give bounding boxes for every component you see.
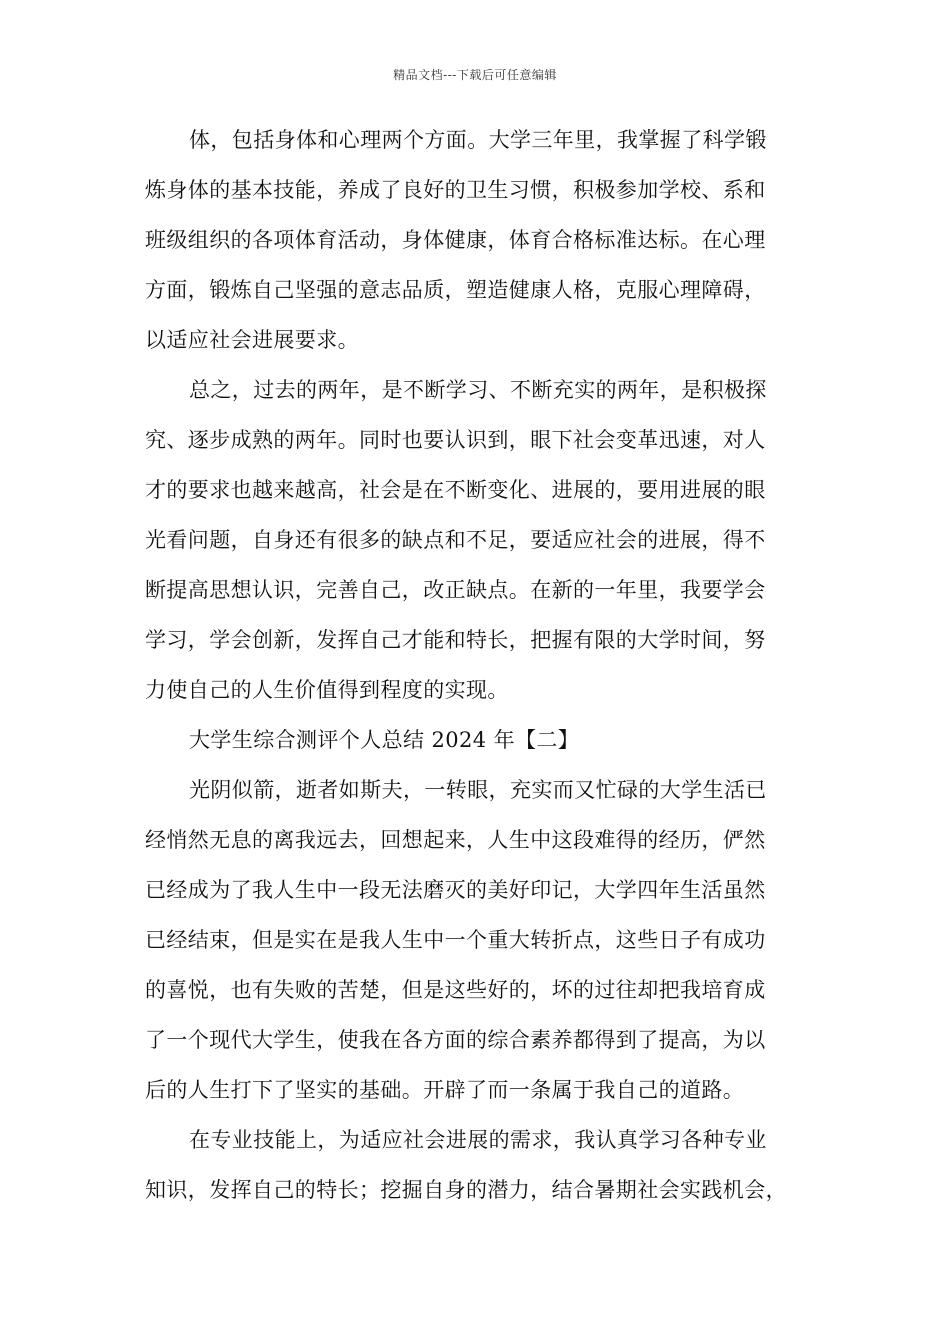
text-line: 光看问题，自身还有很多的缺点和不足，要适应社会的进展，得不: [145, 528, 766, 552]
text-line: 的喜悦，也有失败的苦楚，但是这些好的，坏的过往却把我培育成: [145, 978, 766, 1002]
section-heading: 大学生综合测评个人总结 2024 年【二】: [189, 728, 580, 752]
page-header: 精品文档---下载后可任意编辑: [393, 68, 557, 82]
text-line: 体，包括身体和心理两个方面。大学三年里，我掌握了科学锻: [189, 128, 767, 152]
text-line: 已经结束，但是实在是我人生中一个重大转折点，这些日子有成功: [145, 928, 766, 952]
text-line: 经悄然无息的离我远去，回想起来，人生中这段难得的经历，俨然: [145, 828, 766, 852]
text-line: 力使自己的人生价值得到程度的实现。: [145, 678, 509, 702]
text-line: 光阴似箭，逝者如斯夫，一转眼，充实而又忙碌的大学生活已: [189, 778, 767, 802]
text-line: 了一个现代大学生，使我在各方面的综合素养都得到了提高，为以: [145, 1028, 766, 1052]
text-line: 在专业技能上，为适应社会进展的需求，我认真学习各种专业: [189, 1128, 767, 1152]
text-line: 以适应社会进展要求。: [145, 328, 359, 352]
text-line: 班级组织的各项体育活动，身体健康，体育合格标准达标。在心理: [145, 228, 766, 252]
text-line: 断提高思想认识，完善自己，改正缺点。在新的一年里，我要学会: [145, 578, 766, 602]
text-line: 后的人生打下了坚实的基础。开辟了而一条属于我自己的道路。: [145, 1078, 745, 1102]
text-line: 总之，过去的两年，是不断学习、不断充实的两年，是积极探: [189, 378, 767, 402]
text-line: 知识，发挥自己的特长；挖掘自身的潜力，结合暑期社会实践机会，: [145, 1178, 787, 1202]
document-body: [145, 128, 825, 1202]
text-line: 已经成为了我人生中一段无法磨灭的美好印记，大学四年生活虽然: [145, 878, 766, 902]
text-line: 方面，锻炼自己坚强的意志品质，塑造健康人格，克服心理障碍，: [145, 278, 766, 302]
text-line: 究、逐步成熟的两年。同时也要认识到，眼下社会变革迅速，对人: [145, 428, 766, 452]
text-line: 学习，学会创新，发挥自己才能和特长，把握有限的大学时间，努: [145, 628, 766, 652]
text-line: 炼身体的基本技能，养成了良好的卫生习惯，积极参加学校、系和: [145, 178, 766, 202]
text-line: 才的要求也越来越高，社会是在不断变化、进展的，要用进展的眼: [145, 478, 766, 502]
